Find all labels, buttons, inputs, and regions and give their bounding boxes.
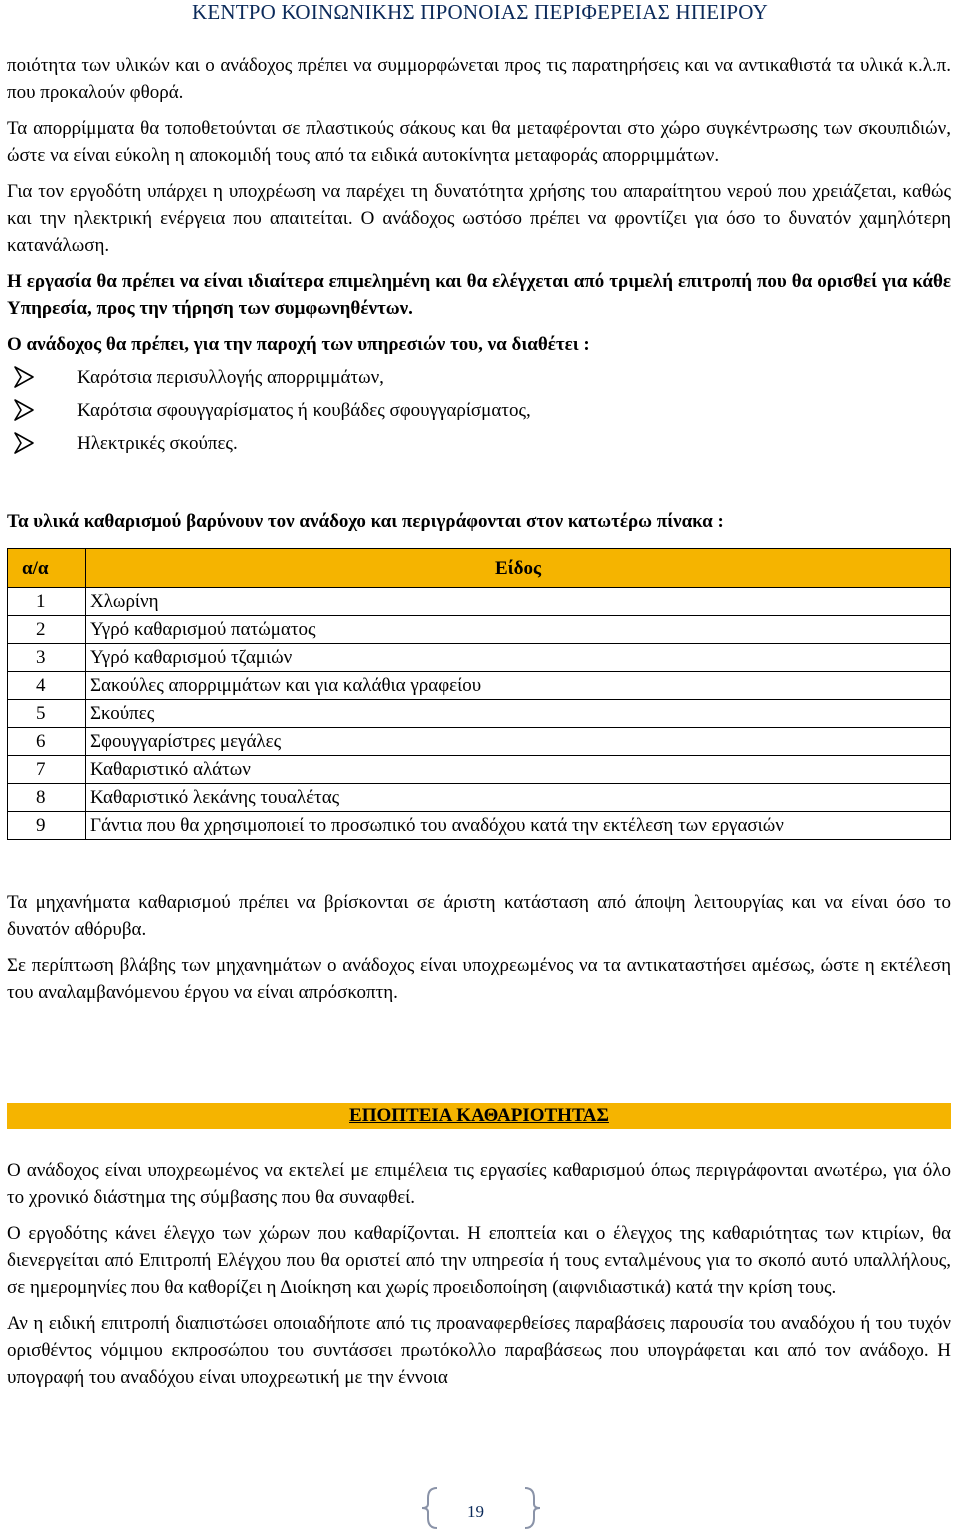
row-number: 7 bbox=[8, 756, 86, 784]
column-header-number: α/α bbox=[8, 549, 86, 588]
row-number: 9 bbox=[8, 812, 86, 840]
section-heading-supervision: ΕΠΟΠΤΕΙΑ ΚΑΘΑΡΙΟΤΗΤΑΣ bbox=[7, 1103, 951, 1129]
row-number: 4 bbox=[8, 672, 86, 700]
equipment-list bbox=[7, 364, 951, 463]
column-header-kind: Είδος bbox=[86, 549, 951, 588]
page-footer bbox=[0, 1484, 960, 1532]
arrowhead-bullet-icon bbox=[13, 365, 35, 389]
table-header-row bbox=[8, 549, 951, 588]
list-item-label: Καρότσια περισυλλογής απορριμμάτων, bbox=[77, 367, 384, 388]
paragraph-violations: Αν η ειδική επιτροπή διαπιστώσει οποιαδήποτε από τις προαναφερθείσες παραβάσεις παρουσία του αναδόχου ή του τυχόν ορισθέντος νόμιμου εκπροσώπου του συντάσσει πρωτόκολλο παραβάσεως που υπογράφεται και από τον ανάδοχο. Η υπογραφή του αναδόχου είναι υποχρεωτική με την έννοια bbox=[7, 1313, 951, 1388]
table-row bbox=[8, 672, 951, 700]
row-number: 5 bbox=[8, 700, 86, 728]
paragraph-machines-condition: Τα μηχανήματα καθαρισμού πρέπει να βρίσκονται σε άριστη κατάσταση από άποψη λειτουργίας και να είναι όσο το δυνατόν αθόρυβα. bbox=[7, 892, 951, 940]
row-kind: Σφουγγαρίστρες μεγάλες bbox=[86, 728, 951, 756]
row-number: 6 bbox=[8, 728, 86, 756]
arrowhead-bullet-icon bbox=[13, 398, 35, 422]
paragraph-equipment-intro: Ο ανάδοχος θα πρέπει, για την παροχή των υπηρεσιών του, να διαθέτει : bbox=[7, 334, 590, 355]
paragraph-inspection: Ο εργοδότης κάνει έλεγχο των χώρων που καθαρίζονται. Η εποπτεία και ο έλεγχος της καθαριότητας των κτιρίων, θα διενεργείται από Επιτροπή Ελέγχου που θα οριστεί από την υπηρεσία ή τους ενταλμένους για το σκοπό αυτό υπαλλήλους, σε ημερομηνίες που θα καθορίζει η Διοίκηση και χωρίς προειδοποίηση (αιφνιδιαστικά) κατά την κρίση τους. bbox=[7, 1223, 951, 1298]
paragraph-committee: Η εργασία θα πρέπει να είναι ιδιαίτερα επιμελημένη και θα ελέγχεται από τριμελή επιτροπή που θα ορισθεί για κάθε Υπηρεσία, προς την τήρηση των συμφωνηθέντων. bbox=[7, 271, 951, 319]
paragraph-materials-quality: ποιότητα των υλικών και ο ανάδοχος πρέπει να συμμορφώνεται προς τις παρατηρήσεις και να αντικαθιστά τα υλικά κ.λ.π. που προκαλούν φθορά. bbox=[7, 55, 951, 103]
list-item bbox=[7, 397, 951, 430]
table-row bbox=[8, 728, 951, 756]
row-number: 2 bbox=[8, 616, 86, 644]
paragraph-contractor-obligation: Ο ανάδοχος είναι υποχρεωμένος να εκτελεί με επιμέλεια τις εργασίες καθαρισμού όπως περιγράφονται ανωτέρω, για όλο το χρονικό διάστημα της σύμβασης που θα συναφθεί. bbox=[7, 1160, 951, 1208]
list-item-label: Ηλεκτρικές σκούπες. bbox=[77, 433, 238, 454]
row-kind: Χλωρίνη bbox=[86, 588, 951, 616]
table-row bbox=[8, 700, 951, 728]
page-number: 19 bbox=[467, 1502, 484, 1521]
page-header: ΚΕΝΤΡΟ ΚΟΙΝΩΝΙΚΗΣ ΠΡΟΝΟΙΑΣ ΠΕΡΙΦΕΡΕΙΑΣ ΗΠΕΙΡΟΥ bbox=[192, 0, 768, 24]
row-kind: Υγρό καθαρισμού τζαμιών bbox=[86, 644, 951, 672]
paragraph-water-electricity: Για τον εργοδότη υπάρχει η υποχρέωση να παρέχει τη δυνατότητα χρήσης του απαραίτητου νερού που χρειάζεται, καθώς και την ηλεκτρική ενέργεια που απαιτείται. Ο ανάδοχος ωστόσο πρέπει να φροντίζει για όσο το δυνατόν χαμηλότερη κατανάλωση. bbox=[7, 181, 951, 256]
row-kind: Καθαριστικό λεκάνης τουαλέτας bbox=[86, 784, 951, 812]
table-row bbox=[8, 616, 951, 644]
materials-table bbox=[7, 548, 951, 840]
table-row bbox=[8, 812, 951, 840]
table-row bbox=[8, 784, 951, 812]
table-title: Τα υλικά καθαρισμού βαρύνουν τον ανάδοχο και περιγράφονται στον κατωτέρω πίνακα : bbox=[7, 511, 724, 532]
arrowhead-bullet-icon bbox=[13, 431, 35, 455]
list-item bbox=[7, 430, 951, 463]
paragraph-waste-bags: Τα απορρίμματα θα τοποθετούνται σε πλαστικούς σάκους και θα μεταφέρονται στο χώρο συγκέντρωσης των σκουπιδιών, ώστε να είναι εύκολη η αποκομιδή τους από τα ειδικά αυτοκίνητα μεταφοράς απορριμμάτων. bbox=[7, 118, 951, 166]
row-number: 3 bbox=[8, 644, 86, 672]
row-number: 1 bbox=[8, 588, 86, 616]
document-body bbox=[7, 52, 951, 1400]
row-kind: Καθαριστικό αλάτων bbox=[86, 756, 951, 784]
row-kind: Υγρό καθαρισμού πατώματος bbox=[86, 616, 951, 644]
list-item-label: Καρότσια σφουγγαρίσματος ή κουβάδες σφουγγαρίσματος, bbox=[77, 400, 531, 421]
table-row bbox=[8, 644, 951, 672]
row-kind: Γάντια που θα χρησιμοποιεί το προσωπικό του αναδόχου κατά την εκτέλεση των εργασιών bbox=[86, 812, 951, 840]
row-kind: Σκούπες bbox=[86, 700, 951, 728]
paragraph-machines-failure: Σε περίπτωση βλάβης των μηχανημάτων ο ανάδοχος είναι υποχρεωμένος να τα αντικαταστήσει αμέσως, ώστε η εκτέλεση του αναλαμβανόμενου έργου να είναι απρόσκοπτη. bbox=[7, 955, 951, 1003]
row-kind: Σακούλες απορριμμάτων και για καλάθια γραφείου bbox=[86, 672, 951, 700]
table-row bbox=[8, 756, 951, 784]
list-item bbox=[7, 364, 951, 397]
table-row bbox=[8, 588, 951, 616]
row-number: 8 bbox=[8, 784, 86, 812]
